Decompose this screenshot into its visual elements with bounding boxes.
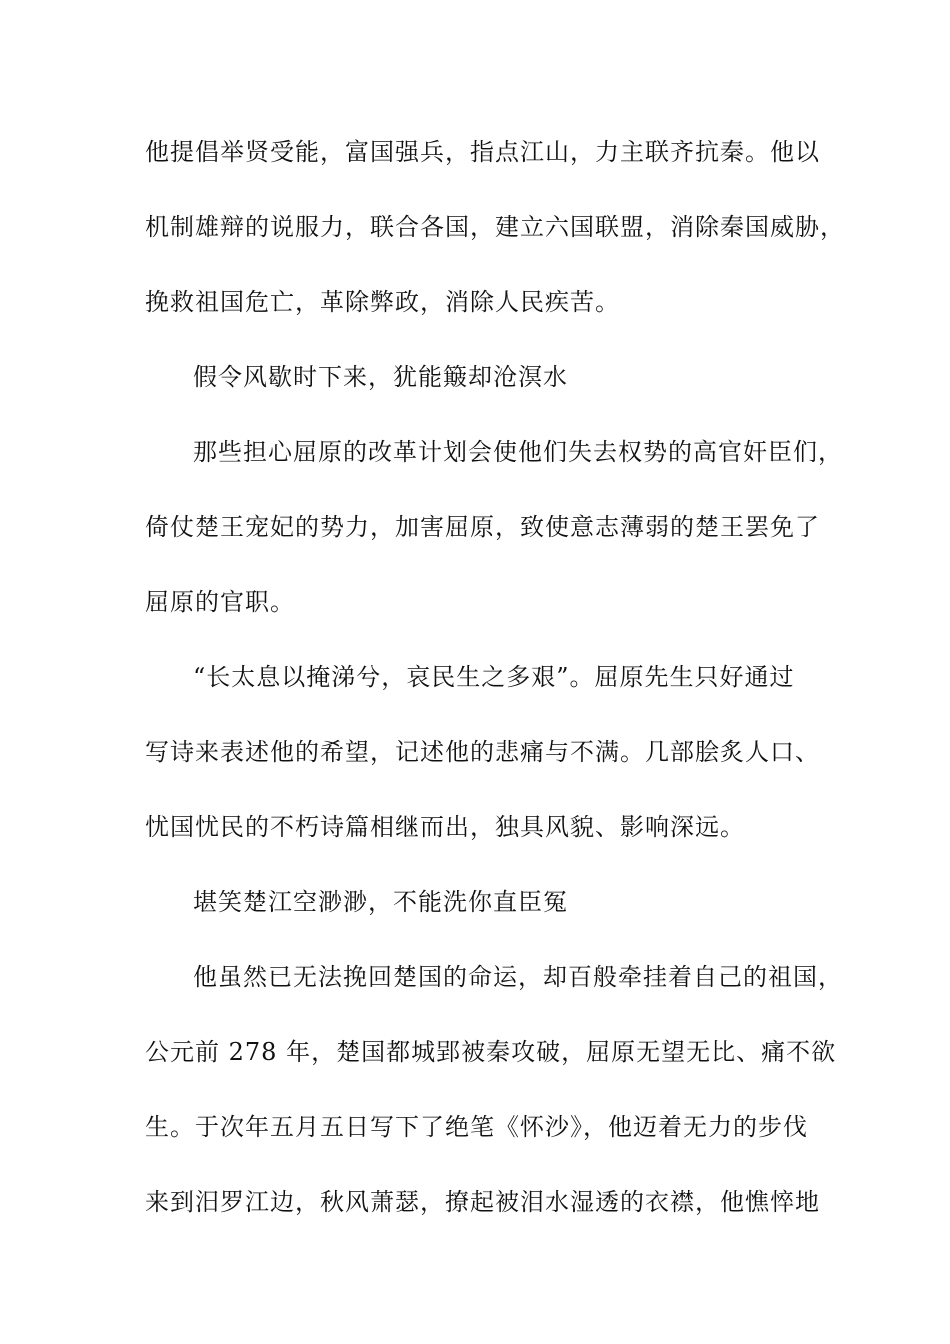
text-line: 机制雄辩的说服力，联合各国，建立六国联盟，消除秦国威胁， [145, 213, 845, 241]
text-line: “长太息以掩涕兮，哀民生之多艰”。屈原先生只好通过 [193, 663, 795, 691]
text-line: 屈原的官职。 [145, 588, 295, 616]
section-heading: 假令风歇时下来，犹能簸却沧溟水 [193, 363, 568, 391]
text-line: 来到汨罗江边，秋风萧瑟，撩起被泪水湿透的衣襟，他憔悴地 [145, 1188, 820, 1216]
text-line: 倚仗楚王宠妃的势力，加害屈原，致使意志薄弱的楚王罢免了 [145, 513, 820, 541]
text-line: 生。于次年五月五日写下了绝笔《怀沙》，他迈着无力的步伐 [145, 1113, 808, 1141]
text-line: 忧国忧民的不朽诗篇相继而出，独具风貌、影响深远。 [145, 813, 745, 841]
text-line: 写诗来表述他的希望，记述他的悲痛与不满。几部脍炙人口、 [145, 738, 820, 766]
text-line: 公元前 278 年，楚国都城郢被秦攻破，屈原无望无比、痛不欲 [145, 1038, 837, 1066]
text-line: 挽救祖国危亡，革除弊政，消除人民疾苦。 [145, 288, 620, 316]
text-line: 他提倡举贤受能，富国强兵，指点江山，力主联齐抗秦。他以 [145, 138, 820, 166]
text-line: 他虽然已无法挽回楚国的命运，却百般牵挂着自己的祖国， [193, 963, 843, 991]
text-line: 那些担心屈原的改革计划会使他们失去权势的高官奸臣们， [193, 438, 843, 466]
section-heading: 堪笑楚江空渺渺，不能洗你直臣冤 [193, 888, 568, 916]
